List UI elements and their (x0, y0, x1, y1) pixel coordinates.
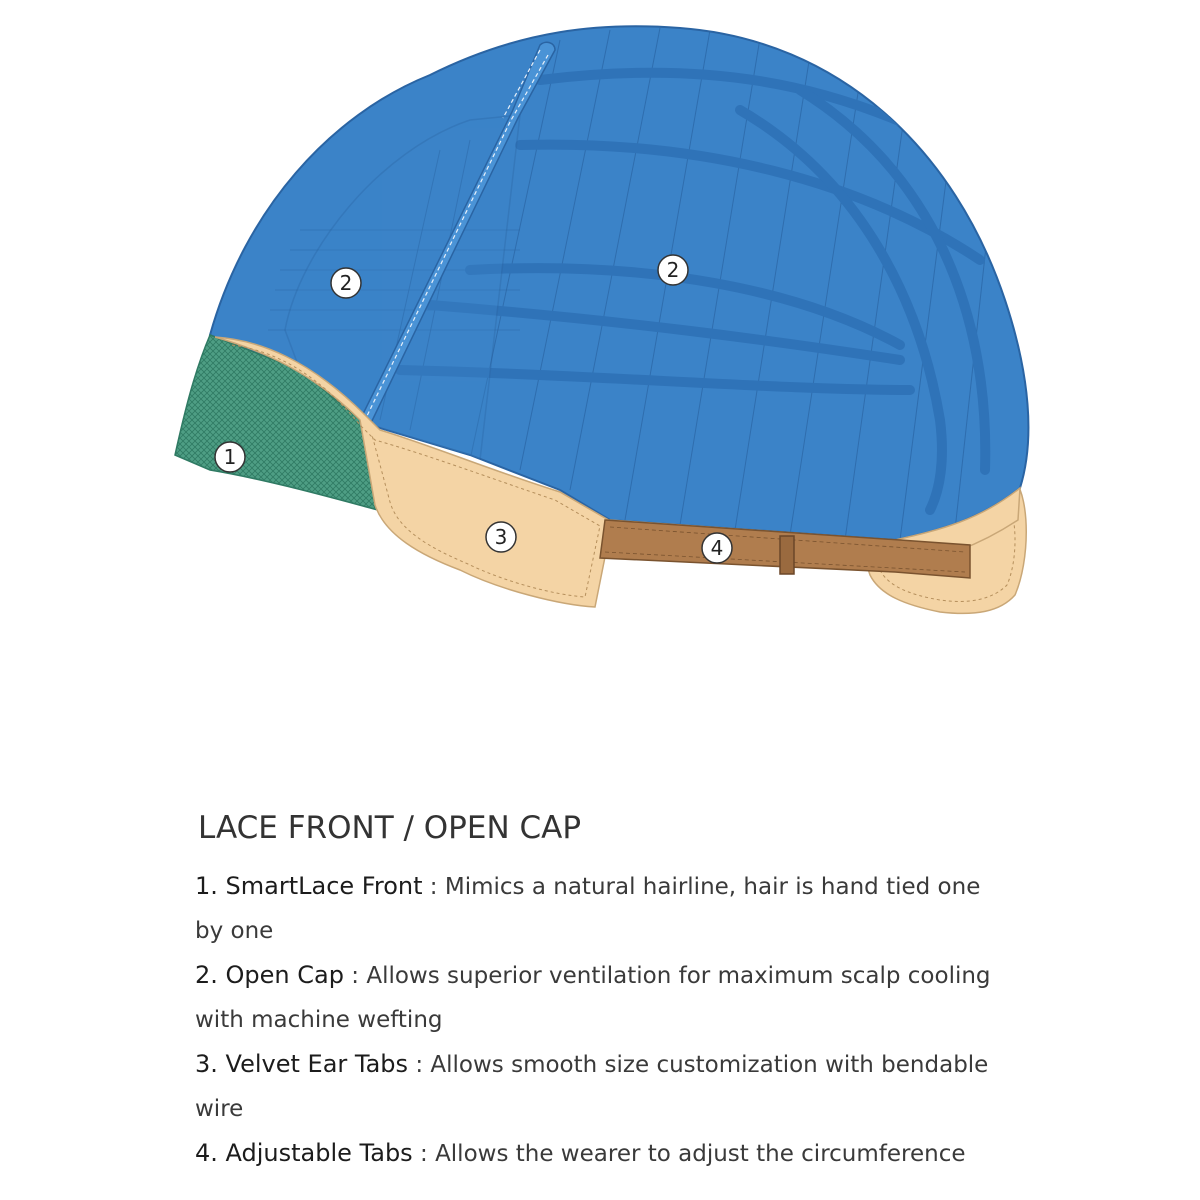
legend-title: LACE FRONT / OPEN CAP (198, 810, 582, 846)
svg-text:4: 4 (710, 536, 724, 560)
legend-description: Allows superior ventilation for maximum scalp cooling with machine wefting (195, 963, 991, 1033)
marker-2-crown (658, 255, 688, 285)
legend-term: 2. Open Cap (195, 961, 344, 989)
marker-2-front-panel (331, 268, 361, 298)
legend-item-adjustable-tabs (195, 1131, 995, 1176)
tab-buckle (780, 536, 794, 574)
svg-text:1: 1 (223, 445, 237, 469)
legend-term: 4. Adjustable Tabs (195, 1139, 413, 1167)
legend-item-open-cap (195, 953, 995, 1042)
legend-description: Allows smooth size customization with bendable wire (195, 1052, 989, 1122)
legend-separator: : (408, 1052, 431, 1078)
svg-text:2: 2 (666, 258, 680, 282)
legend-separator: : (343, 963, 367, 989)
marker-1 (215, 442, 245, 472)
svg-text:3: 3 (494, 525, 508, 549)
legend-description: Mimics a natural hairline, hair is hand tied one by one (195, 874, 981, 944)
legend-separator: : (422, 874, 445, 900)
marker-3 (486, 522, 516, 552)
legend-term: 3. Velvet Ear Tabs (195, 1050, 409, 1078)
legend-item-velvet-ear-tabs (195, 1042, 995, 1131)
legend (195, 810, 1055, 1176)
legend-item-smartlace-front (195, 864, 995, 953)
marker-4 (702, 533, 732, 563)
legend-separator: : (412, 1141, 436, 1167)
legend-term: 1. SmartLace Front (195, 872, 423, 900)
legend-description: Allows the wearer to adjust the circumference (435, 1141, 966, 1167)
svg-text:2: 2 (339, 271, 353, 295)
